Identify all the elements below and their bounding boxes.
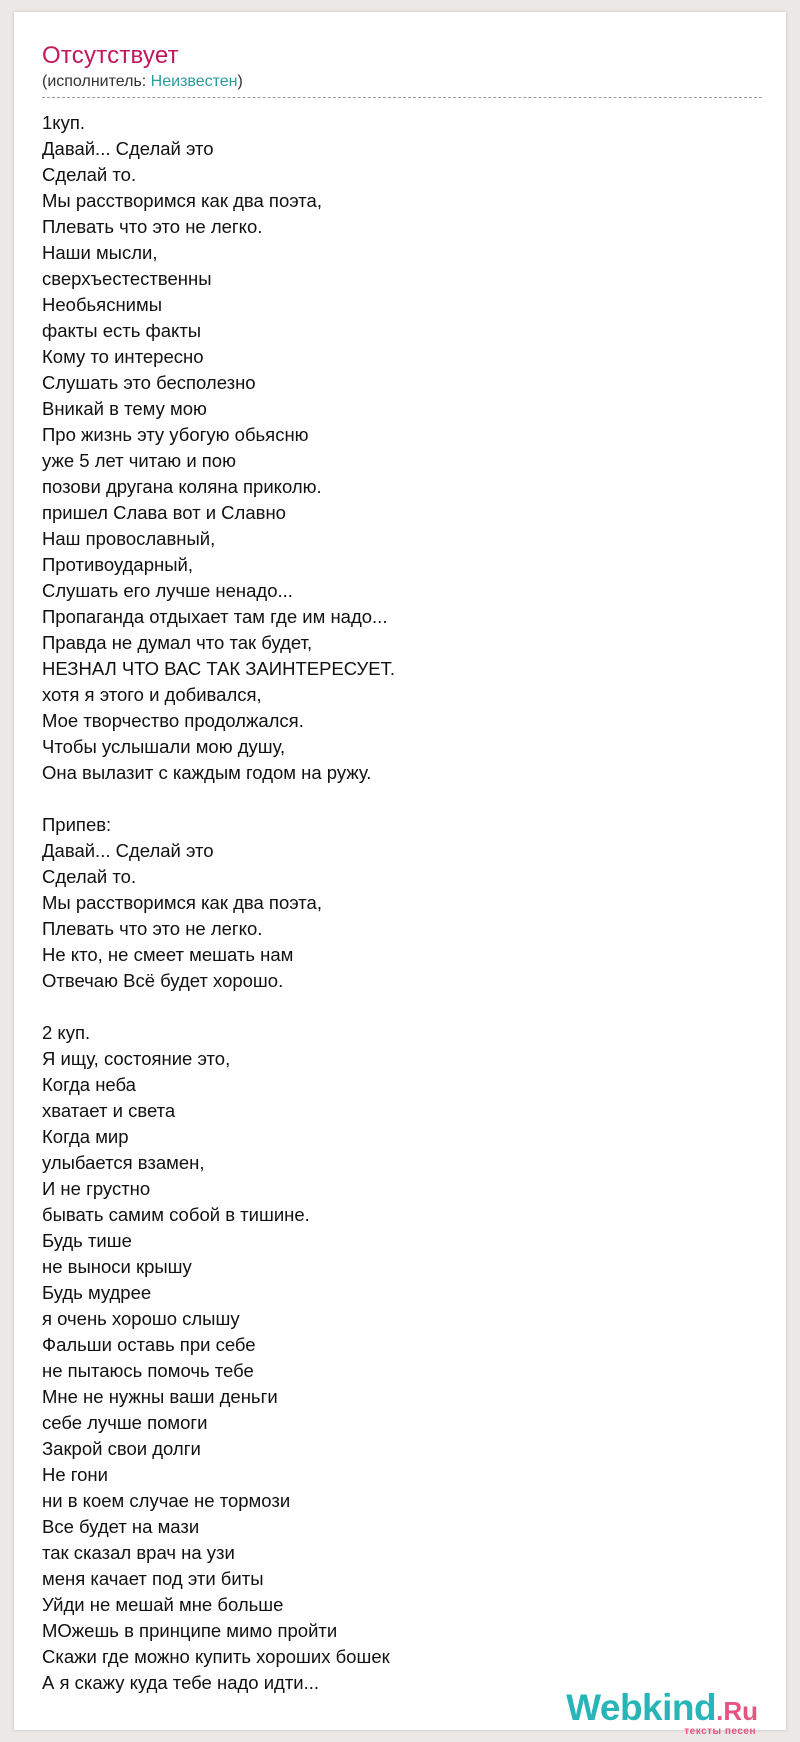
lyric-line: Отвечаю Всё будет хорошо. <box>42 970 284 991</box>
lyric-line: Когда неба <box>42 1074 136 1095</box>
lyric-line: Наш провославный, <box>42 528 216 549</box>
lyric-line: Не гони <box>42 1464 108 1485</box>
lyric-line: Мы расстворимся как два поэта, <box>42 892 322 913</box>
logo-tagline: тексты песен <box>684 1726 756 1737</box>
artist-line <box>42 72 772 92</box>
lyric-line: себе лучше помоги <box>42 1412 208 1433</box>
lyrics-content <box>42 42 772 1696</box>
lyric-line: Мы расстворимся как два поэта, <box>42 190 322 211</box>
lyric-line: Плевать что это не легко. <box>42 216 263 237</box>
lyric-line <box>42 994 772 1020</box>
lyric-line: Пропаганда отдыхает там где им надо... <box>42 606 388 627</box>
lyric-line: так сказал врач на узи <box>42 1542 235 1563</box>
artist-prefix: (исполнитель: <box>42 73 151 90</box>
lyric-line: Необьяснимы <box>42 294 163 315</box>
lyric-line: пришел Слава вот и Славно <box>42 502 286 523</box>
lyric-line: Сделай то. <box>42 866 137 887</box>
webkind-logo[interactable] <box>566 1687 758 1737</box>
lyric-line: Давай... Сделай это <box>42 138 214 159</box>
artist-suffix: ) <box>237 73 243 90</box>
lyric-line: Наши мысли, <box>42 242 158 263</box>
lyric-line: Закрой свои долги <box>42 1438 201 1459</box>
lyric-line: бывать самим собой в тишине. <box>42 1204 310 1225</box>
lyric-line: Не кто, не смеет мешать нам <box>42 944 294 965</box>
lyric-line: факты есть факты <box>42 320 202 341</box>
lyric-line: Она вылазит с каждым годом на ружу. <box>42 762 372 783</box>
lyric-line: меня качает под эти биты <box>42 1568 264 1589</box>
lyric-line: хватает и света <box>42 1100 176 1121</box>
lyric-line: Чтобы услышали мою душу, <box>42 736 286 757</box>
lyric-line: Давай... Сделай это <box>42 840 214 861</box>
lyric-line: Правда не думал что так будет, <box>42 632 313 653</box>
lyric-line: Слушать это бесполезно <box>42 372 256 393</box>
lyric-line: не выноси крышу <box>42 1256 192 1277</box>
lyric-line: не пытаюсь помочь тебе <box>42 1360 254 1381</box>
lyric-line: Вникай в тему мою <box>42 398 207 419</box>
lyric-line: Мне не нужны ваши деньги <box>42 1386 278 1407</box>
lyric-line <box>42 786 772 812</box>
logo-tld: .Ru <box>716 1696 758 1726</box>
lyric-line: Плевать что это не легко. <box>42 918 263 939</box>
lyric-line: позови другана коляна приколю. <box>42 476 322 497</box>
lyric-line: Когда мир <box>42 1126 129 1147</box>
lyric-line: Скажи где можно купить хороших бошек <box>42 1646 390 1667</box>
lyric-line: Уйди не мешай мне больше <box>42 1594 284 1615</box>
lyric-line: 2 куп. <box>42 1022 91 1043</box>
lyric-line: МОжешь в принципе мимо пройти <box>42 1620 338 1641</box>
lyrics-text <box>42 110 772 1696</box>
lyric-line: Припев: <box>42 814 112 835</box>
lyric-line: Мое творчество продолжался. <box>42 710 304 731</box>
lyric-line: Фальши оставь при себе <box>42 1334 256 1355</box>
lyric-line: Сделай то. <box>42 164 137 185</box>
lyric-line: Про жизнь эту убогую обьясню <box>42 424 309 445</box>
lyric-line: сверхъестественны <box>42 268 212 289</box>
lyric-line: А я скажу куда тебе надо идти... <box>42 1672 320 1693</box>
song-title: Отсутствует <box>42 42 179 69</box>
lyric-line: Я ищу, состояние это, <box>42 1048 231 1069</box>
lyric-line: я очень хорошо слышу <box>42 1308 240 1329</box>
lyric-line: уже 5 лет читаю и пою <box>42 450 236 471</box>
lyric-line: НЕЗНАЛ ЧТО ВАС ТАК ЗАИНТЕРЕСУЕТ. <box>42 658 395 679</box>
dashed-divider <box>42 97 762 98</box>
lyric-line: Противоударный, <box>42 554 193 575</box>
lyric-line: Все будет на мази <box>42 1516 200 1537</box>
lyric-line: 1куп. <box>42 112 85 133</box>
lyric-line: Кому то интересно <box>42 346 204 367</box>
lyric-line: И не грустно <box>42 1178 151 1199</box>
lyric-line: Слушать его лучше ненадо... <box>42 580 293 601</box>
logo-name: Webkind <box>566 1687 717 1728</box>
lyric-line: Будь тише <box>42 1230 132 1251</box>
lyric-line: хотя я этого и добивался, <box>42 684 262 705</box>
lyric-line: ни в коем случае не тормози <box>42 1490 291 1511</box>
artist-link[interactable]: Неизвестен <box>150 73 238 90</box>
lyrics-page <box>14 12 786 1737</box>
lyric-line: Будь мудрее <box>42 1282 152 1303</box>
lyric-line: улыбается взамен, <box>42 1152 205 1173</box>
